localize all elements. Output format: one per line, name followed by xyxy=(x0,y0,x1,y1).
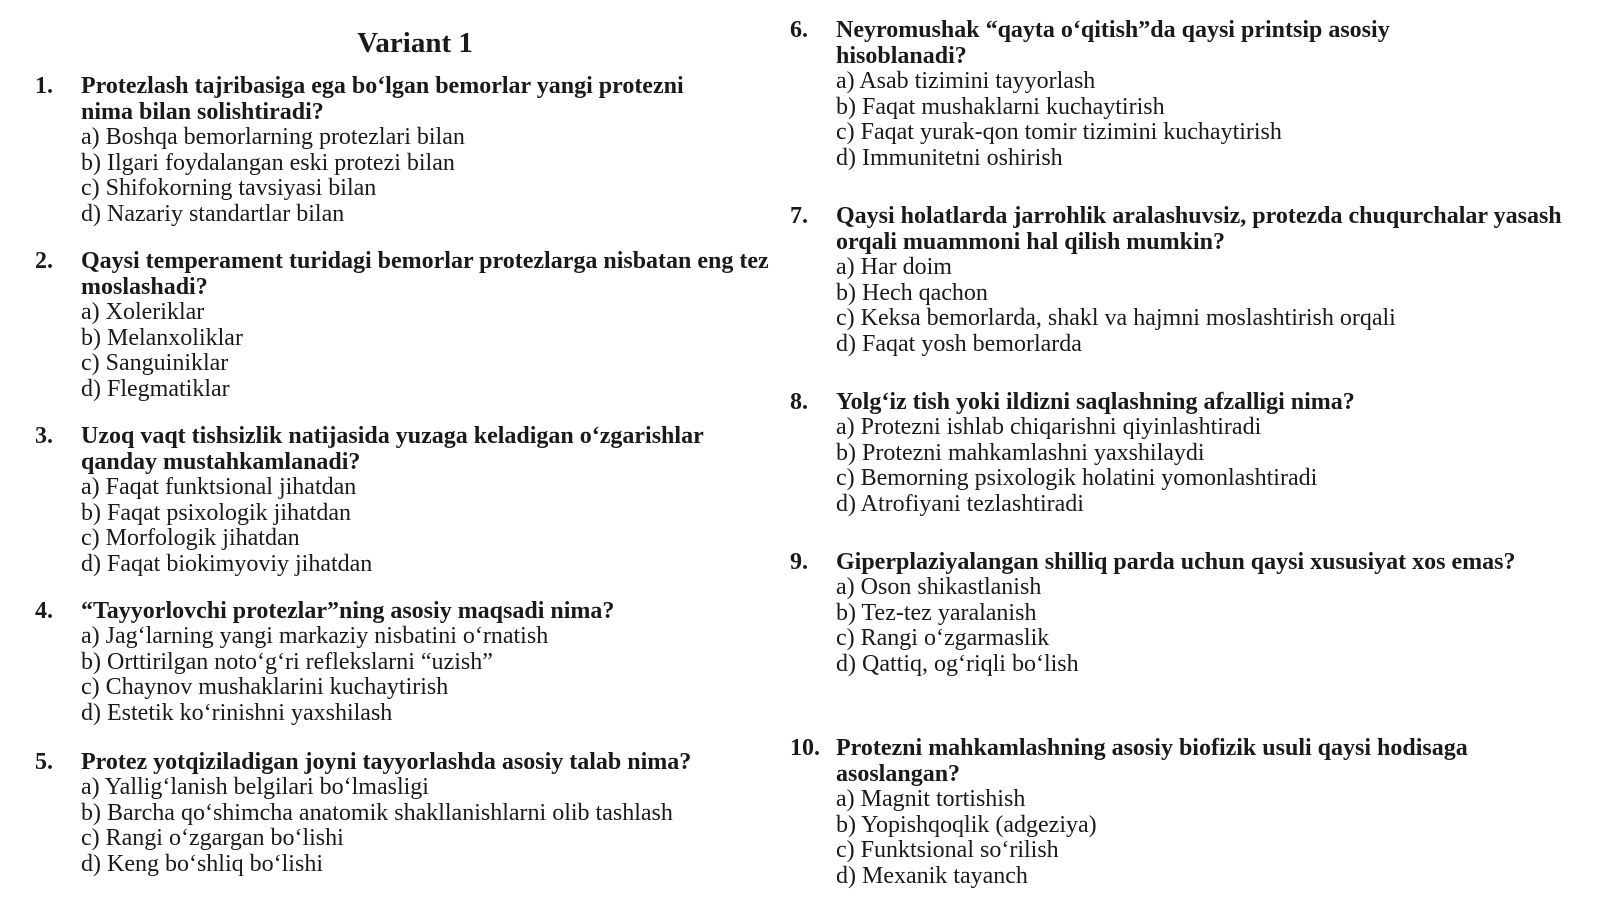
question-6 xyxy=(790,17,1590,171)
question-number: 2. xyxy=(35,248,53,274)
question-number: 1. xyxy=(35,73,53,99)
option-a: a) Magnit tortishish xyxy=(836,786,1026,812)
option-a: a) Jag‘larning yangi markaziy nisbatini o‘rnatish xyxy=(81,623,549,649)
option-c: c) Funktsional so‘rilish xyxy=(836,837,1059,863)
options-list xyxy=(836,575,1590,677)
question-4 xyxy=(35,598,775,726)
question-text: Giperplaziyalangan shilliq parda uchun qaysi xususiyat xos emas? xyxy=(836,549,1516,575)
option-d: d) Mexanik tayanch xyxy=(836,862,1028,889)
options-list xyxy=(836,255,1590,357)
option-d: d) Immunitetni oshirish xyxy=(836,144,1063,171)
question-text: Protezlash tajribasiga ega bo‘lgan bemorlar yangi protezni nima bilan solishtiradi? xyxy=(81,73,684,125)
option-c: c) Rangi o‘zgarmaslik xyxy=(836,625,1050,651)
question-number: 6. xyxy=(790,17,808,43)
question-10 xyxy=(790,735,1590,889)
question-number: 7. xyxy=(790,203,808,229)
option-a: a) Oson shikastlanish xyxy=(836,574,1042,600)
option-d: d) Qattiq, og‘riqli bo‘lish xyxy=(836,650,1079,677)
option-d: d) Estetik ko‘rinishni yaxshilash xyxy=(81,699,393,726)
option-a: a) Boshqa bemorlarning protezlari bilan xyxy=(81,124,465,150)
option-c: c) Morfologik jihatdan xyxy=(81,525,300,551)
options-list xyxy=(81,624,775,726)
question-text: “Tayyorlovchi protezlar”ning asosiy maqsadi nima? xyxy=(81,598,615,624)
question-8 xyxy=(790,389,1590,517)
option-c: c) Keksa bemorlarda, shakl va hajmni moslashtirish orqali xyxy=(836,305,1396,331)
option-b: b) Yopishqoqlik (adgeziya) xyxy=(836,811,1097,838)
question-1 xyxy=(35,73,775,227)
option-d: d) Faqat yosh bemorlarda xyxy=(836,330,1082,357)
question-text: Protez yotqiziladigan joyni tayyorlashda asosiy talab nima? xyxy=(81,749,692,775)
option-c: c) Sanguiniklar xyxy=(81,350,229,376)
option-b: b) Ilgari foydalangan eski protezi bilan xyxy=(81,149,455,176)
question-number: 3. xyxy=(35,423,53,449)
option-c: c) Bemorning psixologik holatini yomonlashtiradi xyxy=(836,465,1318,491)
options-list xyxy=(81,475,775,577)
option-b: b) Protezni mahkamlashni yaxshilaydi xyxy=(836,439,1205,466)
option-a: a) Protezni ishlab chiqarishni qiyinlashtiradi xyxy=(836,414,1262,440)
option-b: b) Orttirilgan noto‘g‘ri reflekslarni “uzish” xyxy=(81,648,493,675)
question-3 xyxy=(35,423,775,577)
question-text: Qaysi temperament turidagi bemorlar protezlarga nisbatan eng tez moslashadi? xyxy=(81,248,769,300)
question-number: 8. xyxy=(790,389,808,415)
option-b: b) Hech qachon xyxy=(836,279,988,306)
question-number: 10. xyxy=(790,735,820,761)
option-d: d) Keng bo‘shliq bo‘lishi xyxy=(81,850,323,877)
options-list xyxy=(81,775,775,877)
question-number: 5. xyxy=(35,749,53,775)
option-d: d) Nazariy standartlar bilan xyxy=(81,200,345,227)
option-d: d) Faqat biokimyoviy jihatdan xyxy=(81,550,373,577)
question-text: Qaysi holatlarda jarrohlik aralashuvsiz, protezda chuqurchalar yasash orqali muammoni hal qilish mumkin? xyxy=(836,203,1562,255)
question-7 xyxy=(790,203,1590,357)
option-b: b) Faqat mushaklarni kuchaytirish xyxy=(836,93,1165,120)
question-text: Uzoq vaqt tishsizlik natijasida yuzaga keladigan o‘zgarishlar qanday mustahkamlanadi? xyxy=(81,423,704,475)
question-number: 4. xyxy=(35,598,53,624)
options-list xyxy=(836,69,1590,171)
option-c: c) Chaynov mushaklarini kuchaytirish xyxy=(81,674,449,700)
question-text: Protezni mahkamlashning asosiy biofizik usuli qaysi hodisaga asoslangan? xyxy=(836,735,1468,787)
option-d: d) Atrofiyani tezlashtiradi xyxy=(836,490,1084,517)
option-a: a) Asab tizimini tayyorlash xyxy=(836,68,1096,94)
options-list xyxy=(81,300,775,402)
option-a: a) Har doim xyxy=(836,254,952,280)
option-a: a) Faqat funktsional jihatdan xyxy=(81,474,357,500)
question-text: Yolg‘iz tish yoki ildizni saqlashning afzalligi nima? xyxy=(836,389,1355,415)
question-2 xyxy=(35,248,775,402)
question-9 xyxy=(790,549,1590,677)
option-b: b) Melanxoliklar xyxy=(81,324,243,351)
options-list xyxy=(836,415,1590,517)
option-b: b) Faqat psixologik jihatdan xyxy=(81,499,351,526)
question-text: Neyromushak “qayta o‘qitish”da qaysi printsip asosiy hisoblanadi? xyxy=(836,17,1390,69)
option-d: d) Flegmatiklar xyxy=(81,375,230,402)
options-list xyxy=(81,125,775,227)
question-5 xyxy=(35,749,775,877)
option-c: c) Shifokorning tavsiyasi bilan xyxy=(81,175,377,201)
option-c: c) Rangi o‘zgargan bo‘lishi xyxy=(81,825,344,851)
option-b: b) Tez-tez yaralanish xyxy=(836,599,1037,626)
option-a: a) Xoleriklar xyxy=(81,299,205,325)
option-a: a) Yallig‘lanish belgilari bo‘lmasligi xyxy=(81,774,429,800)
option-c: c) Faqat yurak-qon tomir tizimini kuchaytirish xyxy=(836,119,1282,145)
page-title: Variant 1 xyxy=(357,27,473,59)
question-number: 9. xyxy=(790,549,808,575)
option-b: b) Barcha qo‘shimcha anatomik shakllanishlarni olib tashlash xyxy=(81,799,673,826)
options-list xyxy=(836,787,1590,889)
